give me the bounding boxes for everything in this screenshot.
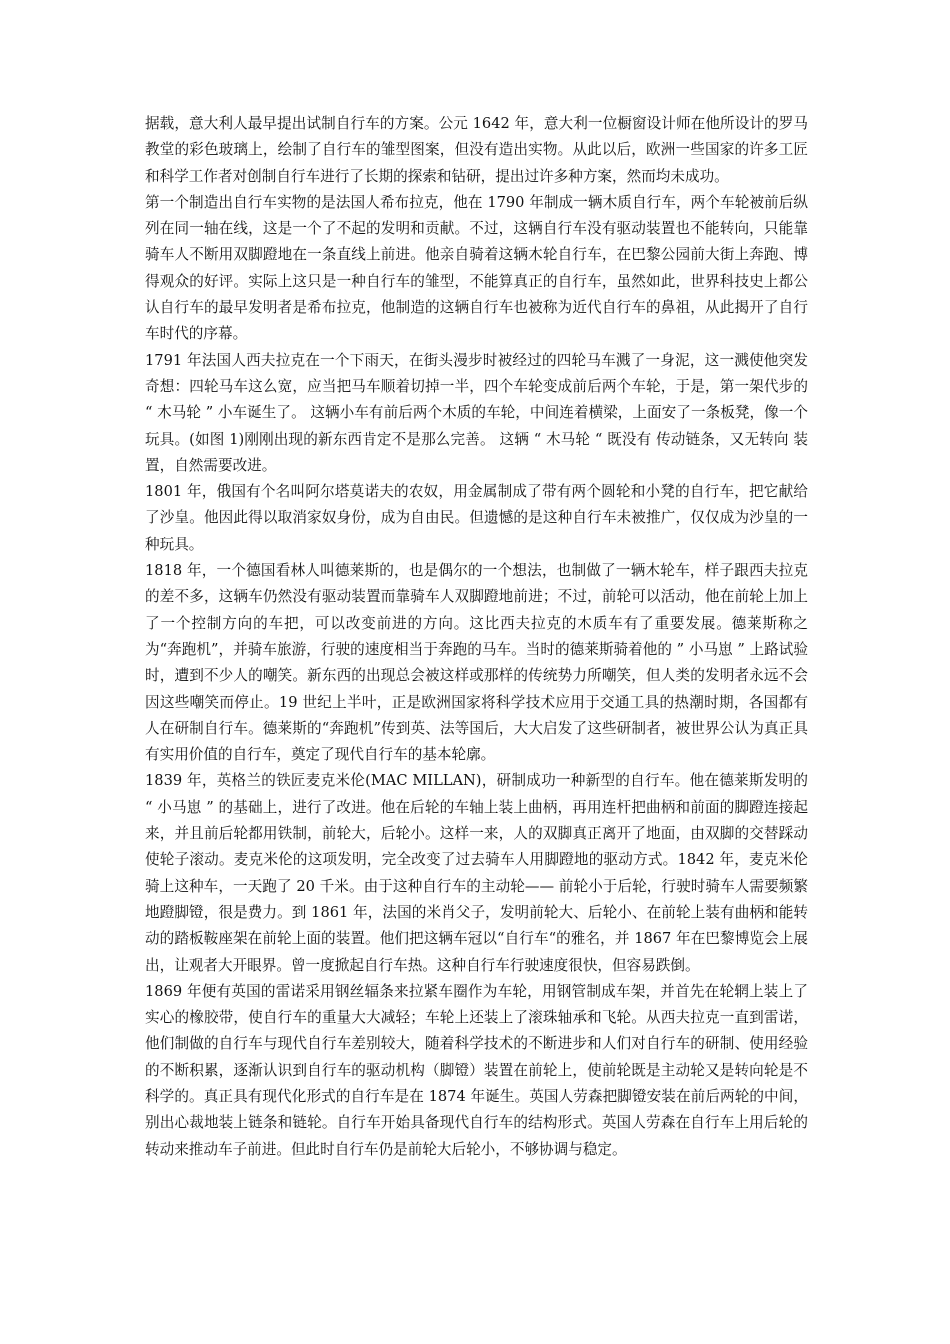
paragraph-7: 1869 年便有英国的雷诺采用钢丝辐条来拉紧车圈作为车轮，用钢管制成车架，并首先在轮辋上装上了实心的橡胶带，使自行车的重量大大减轻；车轮上还装上了滚珠轴承和飞轮。从西夫拉克一直到雷诺，他们制做的自行车与现代自行车差别较大，随着科学技术的不断进步和人们对自行车的研制、使用经验的不断积累，逐渐认识到自行车的驱动机构（脚镫）装置在前轮上，使前轮既是主动轮又是转向轮是不科学的。真正具有现代化形式的自行车是在 1874 年诞生。英国人劳森把脚镫安装在前后两轮的中间，别出心裁地装上链条和链轮。自行车开始具备现代自行车的结构形式。英国人劳森在自行车上用后轮的转动来推动车子前进。但此时自行车仍是前轮大后轮小，不够协调与稳定。 (145, 982, 808, 1158)
paragraph-2: 第一个制造出自行车实物的是法国人希布拉克，他在 1790 年制成一辆木质自行车，两个车轮被前后纵列在同一轴在线，这是一个了不起的发明和贡献。不过，这辆自行车没有驱动装置也不能转向，只能靠骑车人不断用双脚蹬地在一条直线上前进。他亲自骑着这辆木轮自行车，在巴黎公园前大街上奔跑、博得观众的好评。实际上这只是一种自行车的雏型，不能算真正的自行车，虽然如此，世界科技史上都公认自行车的最早发明者是希布拉克，他制造的这辆自行车也被称为近代自行车的鼻祖，从此揭开了自行车时代的序幕。 (145, 193, 808, 343)
paragraph-3: 1791 年法国人西夫拉克在一个下雨天，在街头漫步时被经过的四轮马车溅了一身泥，这一溅使他突发奇想：四轮马车这么宽，应当把马车顺着切掉一半，四个车轮变成前后两个车轮，于是，第一架代步的 “ 木马轮 ” 小车诞生了。 这辆小车有前后两个木质的车轮，中间连着横梁，上面安了一条板凳，像一个玩具。(如图 1)刚刚出现的新东西肯定不是那么完善。 这辆 “ 木马轮 “ 既没有 传动链条，又无转向 装置，自然需要改进。 (145, 351, 808, 474)
paragraph-6: 1839 年，英格兰的铁匠麦克米伦(MAC MILLAN)，研制成功一种新型的自行车。他在德莱斯发明的 “ 小马崽 ” 的基础上，进行了改进。他在后轮的车轴上装上曲柄，再用连杆把曲柄和前面的脚蹬连接起来，并且前后轮都用铁制，前轮大，后轮小。这样一来，人的双脚真正离开了地面，由双脚的交替踩动使轮子滚动。麦克米伦的这项发明，完全改变了过去骑车人用脚蹬地的驱动方式。1842 年，麦克米伦骑上这种车，一天跑了 20 千米。由于这种自行车的主动轮—— 前轮小于后轮，行驶时骑车人需要频繁地蹬脚镫，很是费力。到 1861 年，法国的米肖父子，发明前轮大、后轮小、在前轮上装有曲柄和能转动的踏板鞍座架在前轮上面的装置。他们把这辆车冠以“自行车“的雅名，并 1867 年在巴黎博览会上展出，让观者大开眼界。曾一度掀起自行车热。这种自行车行驶速度很快，但容易跌倒。 (145, 772, 808, 974)
paragraph-5: 1818 年，一个德国看林人叫德莱斯的，也是偶尔的一个想法，也制做了一辆木轮车，样子跟西夫拉克的差不多，这辆车仍然没有驱动装置而靠骑车人双脚蹬地前进；不过，前轮可以活动，他在前轮上加上了一个控制方向的车把，可以改变前进的方向。这比西夫拉克的木质车有了重要发展。德莱斯称之为“奔跑机”，并骑车旅游，行驶的速度相当于奔跑的马车。当时的德莱斯骑着他的 ” 小马崽 ” 上路试验时，遭到不少人的嘲笑。新东西的出现总会被这样或那样的传统势力所嘲笑，但人类的发明者永远不会因这些嘲笑而停止。19 世纪上半叶，正是欧洲国家将科学技术应用于交通工具的热潮时期，各国都有人在研制自行车。德莱斯的“奔跑机”传到英、法等国后，大大启发了这些研制者，被世界公认为真正具有实用价值的自行车，奠定了现代自行车的基本轮廓。 (145, 562, 808, 764)
document-page (145, 111, 808, 1163)
paragraph-4: 1801 年，俄国有个名叫阿尔塔莫诺夫的农奴，用金属制成了带有两个圆轮和小凳的自行车，把它献给了沙皇。他因此得以取消家奴身份，成为自由民。但遗憾的是这种自行车未被推广，仅仅成为沙皇的一种玩具。 (145, 483, 808, 553)
paragraph-1: 据载，意大利人最早提出试制自行车的方案。公元 1642 年，意大利一位橱窗设计师在他所设计的罗马教堂的彩色玻璃上，绘制了自行车的雏型图案，但没有造出实物。从此以后，欧洲一些国家的许多工匠和科学工作者对创制自行车进行了长期的探索和钻研，提出过许多种方案，然而均未成功。 (145, 115, 808, 185)
